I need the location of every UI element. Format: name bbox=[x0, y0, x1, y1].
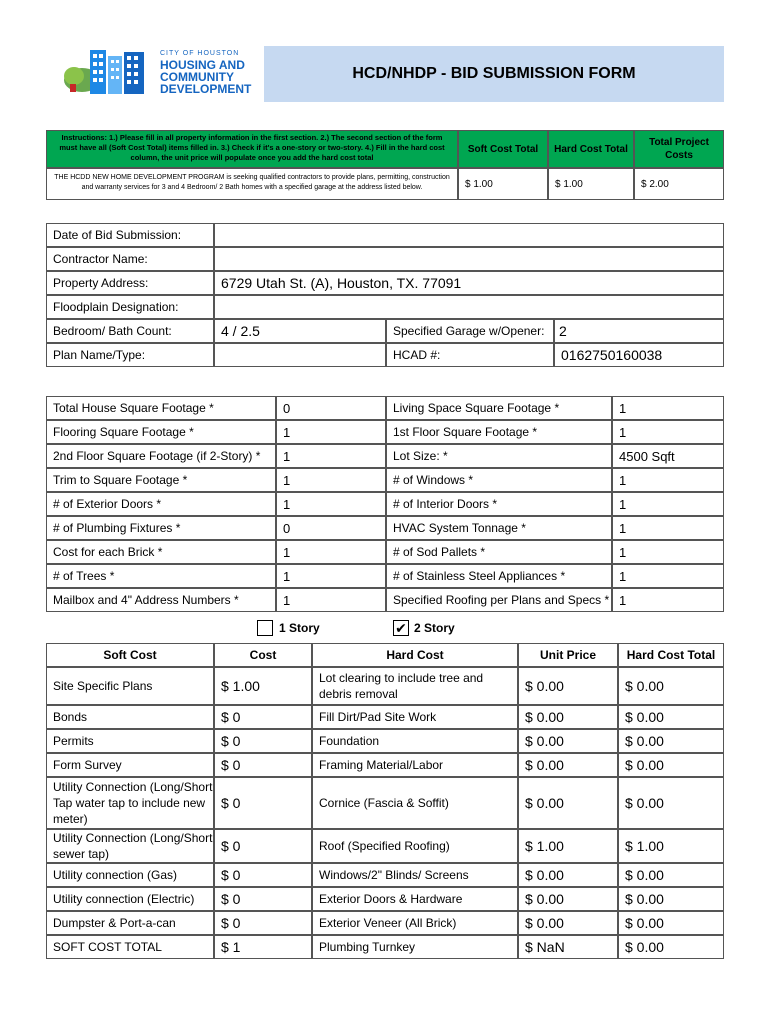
hard-cost-total-input[interactable] bbox=[618, 753, 724, 777]
hard-cost-item bbox=[312, 863, 518, 887]
soft-cost-input[interactable] bbox=[214, 729, 312, 753]
instructions-text: Instructions: 1.) Please fill in all property information in the first section. 2.) The second section of the form must have all (Soft Cost Total) items filled in. 3.) Check if it's a one-story or two-story. 4.) Fill in the hard cost column, the unit price will populate once you add the hard cost total bbox=[59, 133, 445, 162]
soft-cost-item-text: Utility Connection (Long/Short sewer tap) bbox=[53, 831, 213, 861]
soft-cost-input[interactable] bbox=[214, 829, 312, 863]
spec-label-text: Specified Roofing per Plans and Specs * bbox=[393, 593, 610, 607]
hard-cost-total-input[interactable] bbox=[618, 863, 724, 887]
unit-price-value-text: $ 0.00 bbox=[525, 891, 564, 907]
floodplain-label bbox=[46, 295, 214, 319]
spec-input-text: 1 bbox=[619, 544, 627, 560]
hard-cost-item-text: Fill Dirt/Pad Site Work bbox=[319, 710, 437, 724]
spec-input-text: 1 bbox=[283, 568, 291, 584]
spec-label bbox=[46, 564, 276, 588]
hard-cost-total-input-text: $ 0.00 bbox=[625, 709, 664, 725]
spec-input-text: 1 bbox=[283, 496, 291, 512]
soft-cost-item-text: Dumpster & Port-a-can bbox=[53, 916, 176, 930]
cost-header-4-text: Hard Cost Total bbox=[626, 648, 716, 662]
hard-cost-item-text: Framing Material/Labor bbox=[319, 758, 444, 772]
unit-price-value-text: $ 0.00 bbox=[525, 795, 564, 811]
spec-label-text: Living Space Square Footage * bbox=[393, 401, 560, 415]
spec-label-text: # of Sod Pallets * bbox=[393, 545, 486, 559]
address-input[interactable] bbox=[214, 271, 724, 295]
spec-label-text: # of Interior Doors * bbox=[393, 497, 498, 511]
spec-label bbox=[46, 396, 276, 420]
hard-cost-total-input-text: $ 0.00 bbox=[625, 915, 664, 931]
logo-line4: DEVELOPMENT bbox=[160, 82, 252, 96]
spec-label-text: # of Exterior Doors * bbox=[53, 497, 162, 511]
unit-price-value bbox=[518, 887, 618, 911]
hard-cost-item bbox=[312, 887, 518, 911]
spec-label bbox=[386, 396, 612, 420]
unit-price-value bbox=[518, 753, 618, 777]
hard-cost-total-header-text: Hard Cost Total bbox=[554, 143, 628, 155]
soft-cost-input[interactable] bbox=[214, 667, 312, 705]
floodplain-input[interactable] bbox=[214, 295, 724, 319]
spec-label-text: Cost for each Brick * bbox=[53, 545, 163, 559]
spec-label bbox=[46, 444, 276, 468]
hard-cost-item bbox=[312, 935, 518, 959]
spec-label bbox=[46, 420, 276, 444]
spec-label-text: Flooring Square Footage * bbox=[53, 425, 194, 439]
spec-input[interactable] bbox=[612, 540, 724, 564]
address-label bbox=[46, 271, 214, 295]
unit-price-value-text: $ NaN bbox=[525, 939, 565, 955]
unit-price-value-text: $ 0.00 bbox=[525, 709, 564, 725]
soft-cost-item bbox=[46, 667, 214, 705]
soft-cost-input[interactable] bbox=[214, 935, 312, 959]
hcad-label-text: HCAD #: bbox=[393, 348, 441, 362]
soft-cost-item-text: Utility Connection (Long/Short Tap water tap to include new meter) bbox=[53, 780, 213, 826]
spec-label-text: Mailbox and 4" Address Numbers * bbox=[53, 593, 239, 607]
spec-input[interactable] bbox=[276, 444, 386, 468]
soft-cost-item-text: Form Survey bbox=[53, 758, 122, 772]
spec-label bbox=[386, 540, 612, 564]
spec-label bbox=[386, 492, 612, 516]
spec-label bbox=[386, 444, 612, 468]
spec-label bbox=[46, 492, 276, 516]
unit-price-value-text: $ 0.00 bbox=[525, 757, 564, 773]
soft-cost-item bbox=[46, 729, 214, 753]
hard-cost-item bbox=[312, 667, 518, 705]
soft-cost-input[interactable] bbox=[214, 705, 312, 729]
spec-input[interactable] bbox=[612, 396, 724, 420]
soft-cost-input-text: $ 0 bbox=[221, 795, 241, 811]
spec-input[interactable] bbox=[612, 468, 724, 492]
hard-cost-item-text: Cornice (Fascia & Soffit) bbox=[319, 796, 449, 810]
date-label bbox=[46, 223, 214, 247]
total-project-costs-value-text: $ 2.00 bbox=[641, 178, 669, 190]
unit-price-value bbox=[518, 667, 618, 705]
soft-cost-input-text: $ 0 bbox=[221, 838, 241, 854]
one-story-checkbox[interactable] bbox=[257, 620, 273, 636]
spec-label-text: Lot Size: * bbox=[393, 449, 448, 463]
address-label-text: Property Address: bbox=[53, 276, 149, 290]
two-story-checkbox[interactable] bbox=[393, 620, 409, 636]
hcad-label bbox=[386, 343, 554, 367]
spec-input-text: 1 bbox=[283, 472, 291, 488]
contractor-input[interactable] bbox=[214, 247, 724, 271]
soft-cost-item bbox=[46, 935, 214, 959]
spec-input[interactable] bbox=[612, 564, 724, 588]
hard-cost-total-value-text: $ 1.00 bbox=[555, 178, 583, 190]
cost-header-1-text: Cost bbox=[249, 648, 277, 662]
soft-cost-item-text: SOFT COST TOTAL bbox=[53, 940, 162, 954]
hcad-input[interactable] bbox=[554, 343, 724, 367]
form-title-text: HCD/NHDP - BID SUBMISSION FORM bbox=[352, 65, 636, 82]
hard-cost-item bbox=[312, 777, 518, 829]
spec-input-text: 1 bbox=[619, 400, 627, 416]
soft-cost-input-text: $ 0 bbox=[221, 915, 241, 931]
hard-cost-total-input-text: $ 0.00 bbox=[625, 733, 664, 749]
soft-cost-total-value-text: $ 1.00 bbox=[465, 178, 493, 190]
hard-cost-item-text: Exterior Veneer (All Brick) bbox=[319, 916, 457, 930]
floodplain-label-text: Floodplain Designation: bbox=[53, 300, 179, 314]
spec-input[interactable] bbox=[612, 516, 724, 540]
date-input[interactable] bbox=[214, 223, 724, 247]
hard-cost-total-input-text: $ 0.00 bbox=[625, 891, 664, 907]
garage-input[interactable] bbox=[554, 319, 724, 343]
spec-input-text: 1 bbox=[619, 472, 627, 488]
hard-cost-total-input[interactable] bbox=[618, 887, 724, 911]
soft-cost-item-text: Permits bbox=[53, 734, 94, 748]
soft-cost-item-text: Utility connection (Gas) bbox=[53, 868, 178, 882]
total-project-costs-value bbox=[634, 168, 724, 200]
soft-cost-item bbox=[46, 887, 214, 911]
soft-cost-item bbox=[46, 753, 214, 777]
hard-cost-total-input[interactable] bbox=[618, 935, 724, 959]
soft-cost-item-text: Site Specific Plans bbox=[53, 679, 153, 693]
spec-input[interactable] bbox=[276, 564, 386, 588]
spec-input[interactable] bbox=[276, 492, 386, 516]
bedbath-input-text: 4 / 2.5 bbox=[221, 323, 260, 339]
cost-header-3-text: Unit Price bbox=[539, 648, 596, 662]
hard-cost-item bbox=[312, 829, 518, 863]
spec-input-text: 1 bbox=[283, 424, 291, 440]
total-project-costs-header bbox=[634, 130, 724, 168]
spec-input-text: 1 bbox=[619, 592, 627, 608]
soft-cost-item-text: Bonds bbox=[53, 710, 88, 724]
bedbath-label bbox=[46, 319, 214, 343]
cost-header-0 bbox=[46, 643, 214, 667]
hard-cost-total-input-text: $ 0.00 bbox=[625, 757, 664, 773]
spec-input[interactable] bbox=[276, 396, 386, 420]
soft-cost-item bbox=[46, 777, 214, 829]
plan-input[interactable] bbox=[214, 343, 386, 367]
spec-input-text: 1 bbox=[283, 544, 291, 560]
spec-input[interactable] bbox=[276, 540, 386, 564]
garage-label-text: Specified Garage w/Opener: bbox=[393, 324, 545, 338]
hard-cost-total-input-text: $ 0.00 bbox=[625, 678, 664, 694]
soft-cost-item bbox=[46, 911, 214, 935]
unit-price-value-text: $ 0.00 bbox=[525, 733, 564, 749]
hard-cost-item-text: Exterior Doors & Hardware bbox=[319, 892, 463, 906]
soft-cost-input-text: $ 1 bbox=[221, 939, 241, 955]
soft-cost-input-text: $ 0 bbox=[221, 891, 241, 907]
spec-input-text: 1 bbox=[619, 568, 627, 584]
soft-cost-input-text: $ 0 bbox=[221, 867, 241, 883]
hard-cost-total-header bbox=[548, 130, 634, 168]
cost-header-1 bbox=[214, 643, 312, 667]
spec-label bbox=[386, 516, 612, 540]
hard-cost-item-text: Foundation bbox=[319, 734, 380, 748]
logo-line2: HOUSING AND bbox=[160, 58, 245, 72]
soft-cost-input-text: $ 0 bbox=[221, 709, 241, 725]
address-input-text: 6729 Utah St. (A), Houston, TX. 77091 bbox=[221, 275, 462, 291]
cost-header-2-text: Hard Cost bbox=[386, 648, 444, 662]
hard-cost-total-input[interactable] bbox=[618, 667, 724, 705]
hcd-logo bbox=[60, 46, 260, 98]
spec-input-text: 0 bbox=[283, 400, 291, 416]
spec-label-text: Trim to Square Footage * bbox=[53, 473, 188, 487]
unit-price-value bbox=[518, 705, 618, 729]
hard-cost-total-input-text: $ 0.00 bbox=[625, 867, 664, 883]
spec-label-text: # of Plumbing Fixtures * bbox=[53, 521, 181, 535]
unit-price-value-text: $ 1.00 bbox=[525, 838, 564, 854]
spec-input[interactable] bbox=[612, 588, 724, 612]
garage-label bbox=[386, 319, 554, 343]
spec-input[interactable] bbox=[276, 468, 386, 492]
spec-input-text: 1 bbox=[619, 520, 627, 536]
hard-cost-item-text: Windows/2" Blinds/ Screens bbox=[319, 868, 469, 882]
logo-line3: COMMUNITY bbox=[160, 70, 234, 84]
program-text: THE HCDD NEW HOME DEVELOPMENT PROGRAM is seeking qualified contractors to provide plans, permitting, construction and warranty services for 3 and 4 Bedroom/ 2 Bath homes with a specified garage at the address listed below. bbox=[54, 174, 450, 191]
spec-label-text: 1st Floor Square Footage * bbox=[393, 425, 538, 439]
spec-input-text: 1 bbox=[619, 424, 627, 440]
spec-input[interactable] bbox=[276, 516, 386, 540]
plan-label-text: Plan Name/Type: bbox=[53, 348, 146, 362]
spec-label bbox=[386, 564, 612, 588]
spec-label bbox=[46, 468, 276, 492]
instructions-box bbox=[46, 130, 458, 168]
soft-cost-input[interactable] bbox=[214, 863, 312, 887]
cost-header-4 bbox=[618, 643, 724, 667]
spec-label-text: # of Stainless Steel Appliances * bbox=[393, 569, 566, 583]
spec-input[interactable] bbox=[612, 420, 724, 444]
unit-price-value bbox=[518, 935, 618, 959]
soft-cost-total-value bbox=[458, 168, 548, 200]
garage-input-text: 2 bbox=[559, 323, 567, 339]
unit-price-value bbox=[518, 829, 618, 863]
spec-input-text: 4500 Sqft bbox=[619, 448, 675, 464]
spec-input[interactable] bbox=[276, 588, 386, 612]
hard-cost-item bbox=[312, 729, 518, 753]
program-box bbox=[46, 168, 458, 200]
hard-cost-total-input-text: $ 0.00 bbox=[625, 795, 664, 811]
soft-cost-item bbox=[46, 705, 214, 729]
spec-label-text: HVAC System Tonnage * bbox=[393, 521, 526, 535]
spec-input-text: 1 bbox=[283, 448, 291, 464]
soft-cost-input[interactable] bbox=[214, 777, 312, 829]
bedbath-input[interactable] bbox=[214, 319, 386, 343]
soft-cost-input-text: $ 0 bbox=[221, 733, 241, 749]
date-label-text: Date of Bid Submission: bbox=[53, 228, 182, 242]
hard-cost-total-input[interactable] bbox=[618, 911, 724, 935]
unit-price-value-text: $ 0.00 bbox=[525, 915, 564, 931]
spec-label-text: Total House Square Footage * bbox=[53, 401, 214, 415]
hard-cost-total-input[interactable] bbox=[618, 829, 724, 863]
two-story-label: 2 Story bbox=[414, 621, 455, 635]
spec-label bbox=[46, 588, 276, 612]
spec-label-text: # of Windows * bbox=[393, 473, 474, 487]
total-project-costs-header-text: Total Project Costs bbox=[649, 137, 709, 161]
soft-cost-input[interactable] bbox=[214, 753, 312, 777]
unit-price-value bbox=[518, 863, 618, 887]
cost-header-2 bbox=[312, 643, 518, 667]
soft-cost-total-header bbox=[458, 130, 548, 168]
spec-label-text: # of Trees * bbox=[53, 569, 115, 583]
form-title bbox=[264, 46, 724, 102]
soft-cost-item bbox=[46, 829, 214, 863]
hard-cost-total-input[interactable] bbox=[618, 705, 724, 729]
hard-cost-total-input[interactable] bbox=[618, 729, 724, 753]
contractor-label-text: Contractor Name: bbox=[53, 252, 148, 266]
soft-cost-input[interactable] bbox=[214, 887, 312, 911]
soft-cost-item-text: Utility connection (Electric) bbox=[53, 892, 195, 906]
hard-cost-item bbox=[312, 705, 518, 729]
unit-price-value-text: $ 0.00 bbox=[525, 678, 564, 694]
logo-graphic-icon bbox=[60, 46, 160, 98]
contractor-label bbox=[46, 247, 214, 271]
hard-cost-item-text: Plumbing Turnkey bbox=[319, 940, 416, 954]
one-story-label: 1 Story bbox=[279, 621, 320, 635]
soft-cost-item bbox=[46, 863, 214, 887]
plan-label bbox=[46, 343, 214, 367]
soft-cost-input-text: $ 1.00 bbox=[221, 678, 260, 694]
soft-cost-input[interactable] bbox=[214, 911, 312, 935]
spec-input-text: 1 bbox=[283, 592, 291, 608]
unit-price-value bbox=[518, 729, 618, 753]
soft-cost-total-header-text: Soft Cost Total bbox=[467, 143, 539, 155]
spec-label bbox=[386, 588, 612, 612]
hcad-input-text: 0162750160038 bbox=[561, 347, 663, 363]
spec-input[interactable] bbox=[612, 444, 724, 468]
spec-input[interactable] bbox=[276, 420, 386, 444]
cost-header-3 bbox=[518, 643, 618, 667]
spec-label bbox=[386, 420, 612, 444]
hard-cost-total-input-text: $ 1.00 bbox=[625, 838, 664, 854]
soft-cost-input-text: $ 0 bbox=[221, 757, 241, 773]
hard-cost-item-text: Roof (Specified Roofing) bbox=[319, 839, 450, 853]
hard-cost-total-input[interactable] bbox=[618, 777, 724, 829]
unit-price-value bbox=[518, 777, 618, 829]
spec-input-text: 1 bbox=[619, 496, 627, 512]
hard-cost-item-text: Lot clearing to include tree and debris removal bbox=[319, 671, 484, 701]
spec-label-text: 2nd Floor Square Footage (if 2-Story) * bbox=[53, 449, 261, 463]
logo-line1: CITY OF HOUSTON bbox=[160, 50, 240, 57]
unit-price-value bbox=[518, 911, 618, 935]
hard-cost-item bbox=[312, 753, 518, 777]
checkmark-icon: ✔ bbox=[395, 620, 407, 636]
spec-label bbox=[46, 540, 276, 564]
cost-header-0-text: Soft Cost bbox=[103, 648, 157, 662]
spec-label bbox=[386, 468, 612, 492]
hard-cost-item bbox=[312, 911, 518, 935]
unit-price-value-text: $ 0.00 bbox=[525, 867, 564, 883]
hard-cost-total-value bbox=[548, 168, 634, 200]
spec-input[interactable] bbox=[612, 492, 724, 516]
spec-label bbox=[46, 516, 276, 540]
hard-cost-total-input-text: $ 0.00 bbox=[625, 939, 664, 955]
bedbath-label-text: Bedroom/ Bath Count: bbox=[53, 324, 172, 338]
spec-input-text: 0 bbox=[283, 520, 291, 536]
